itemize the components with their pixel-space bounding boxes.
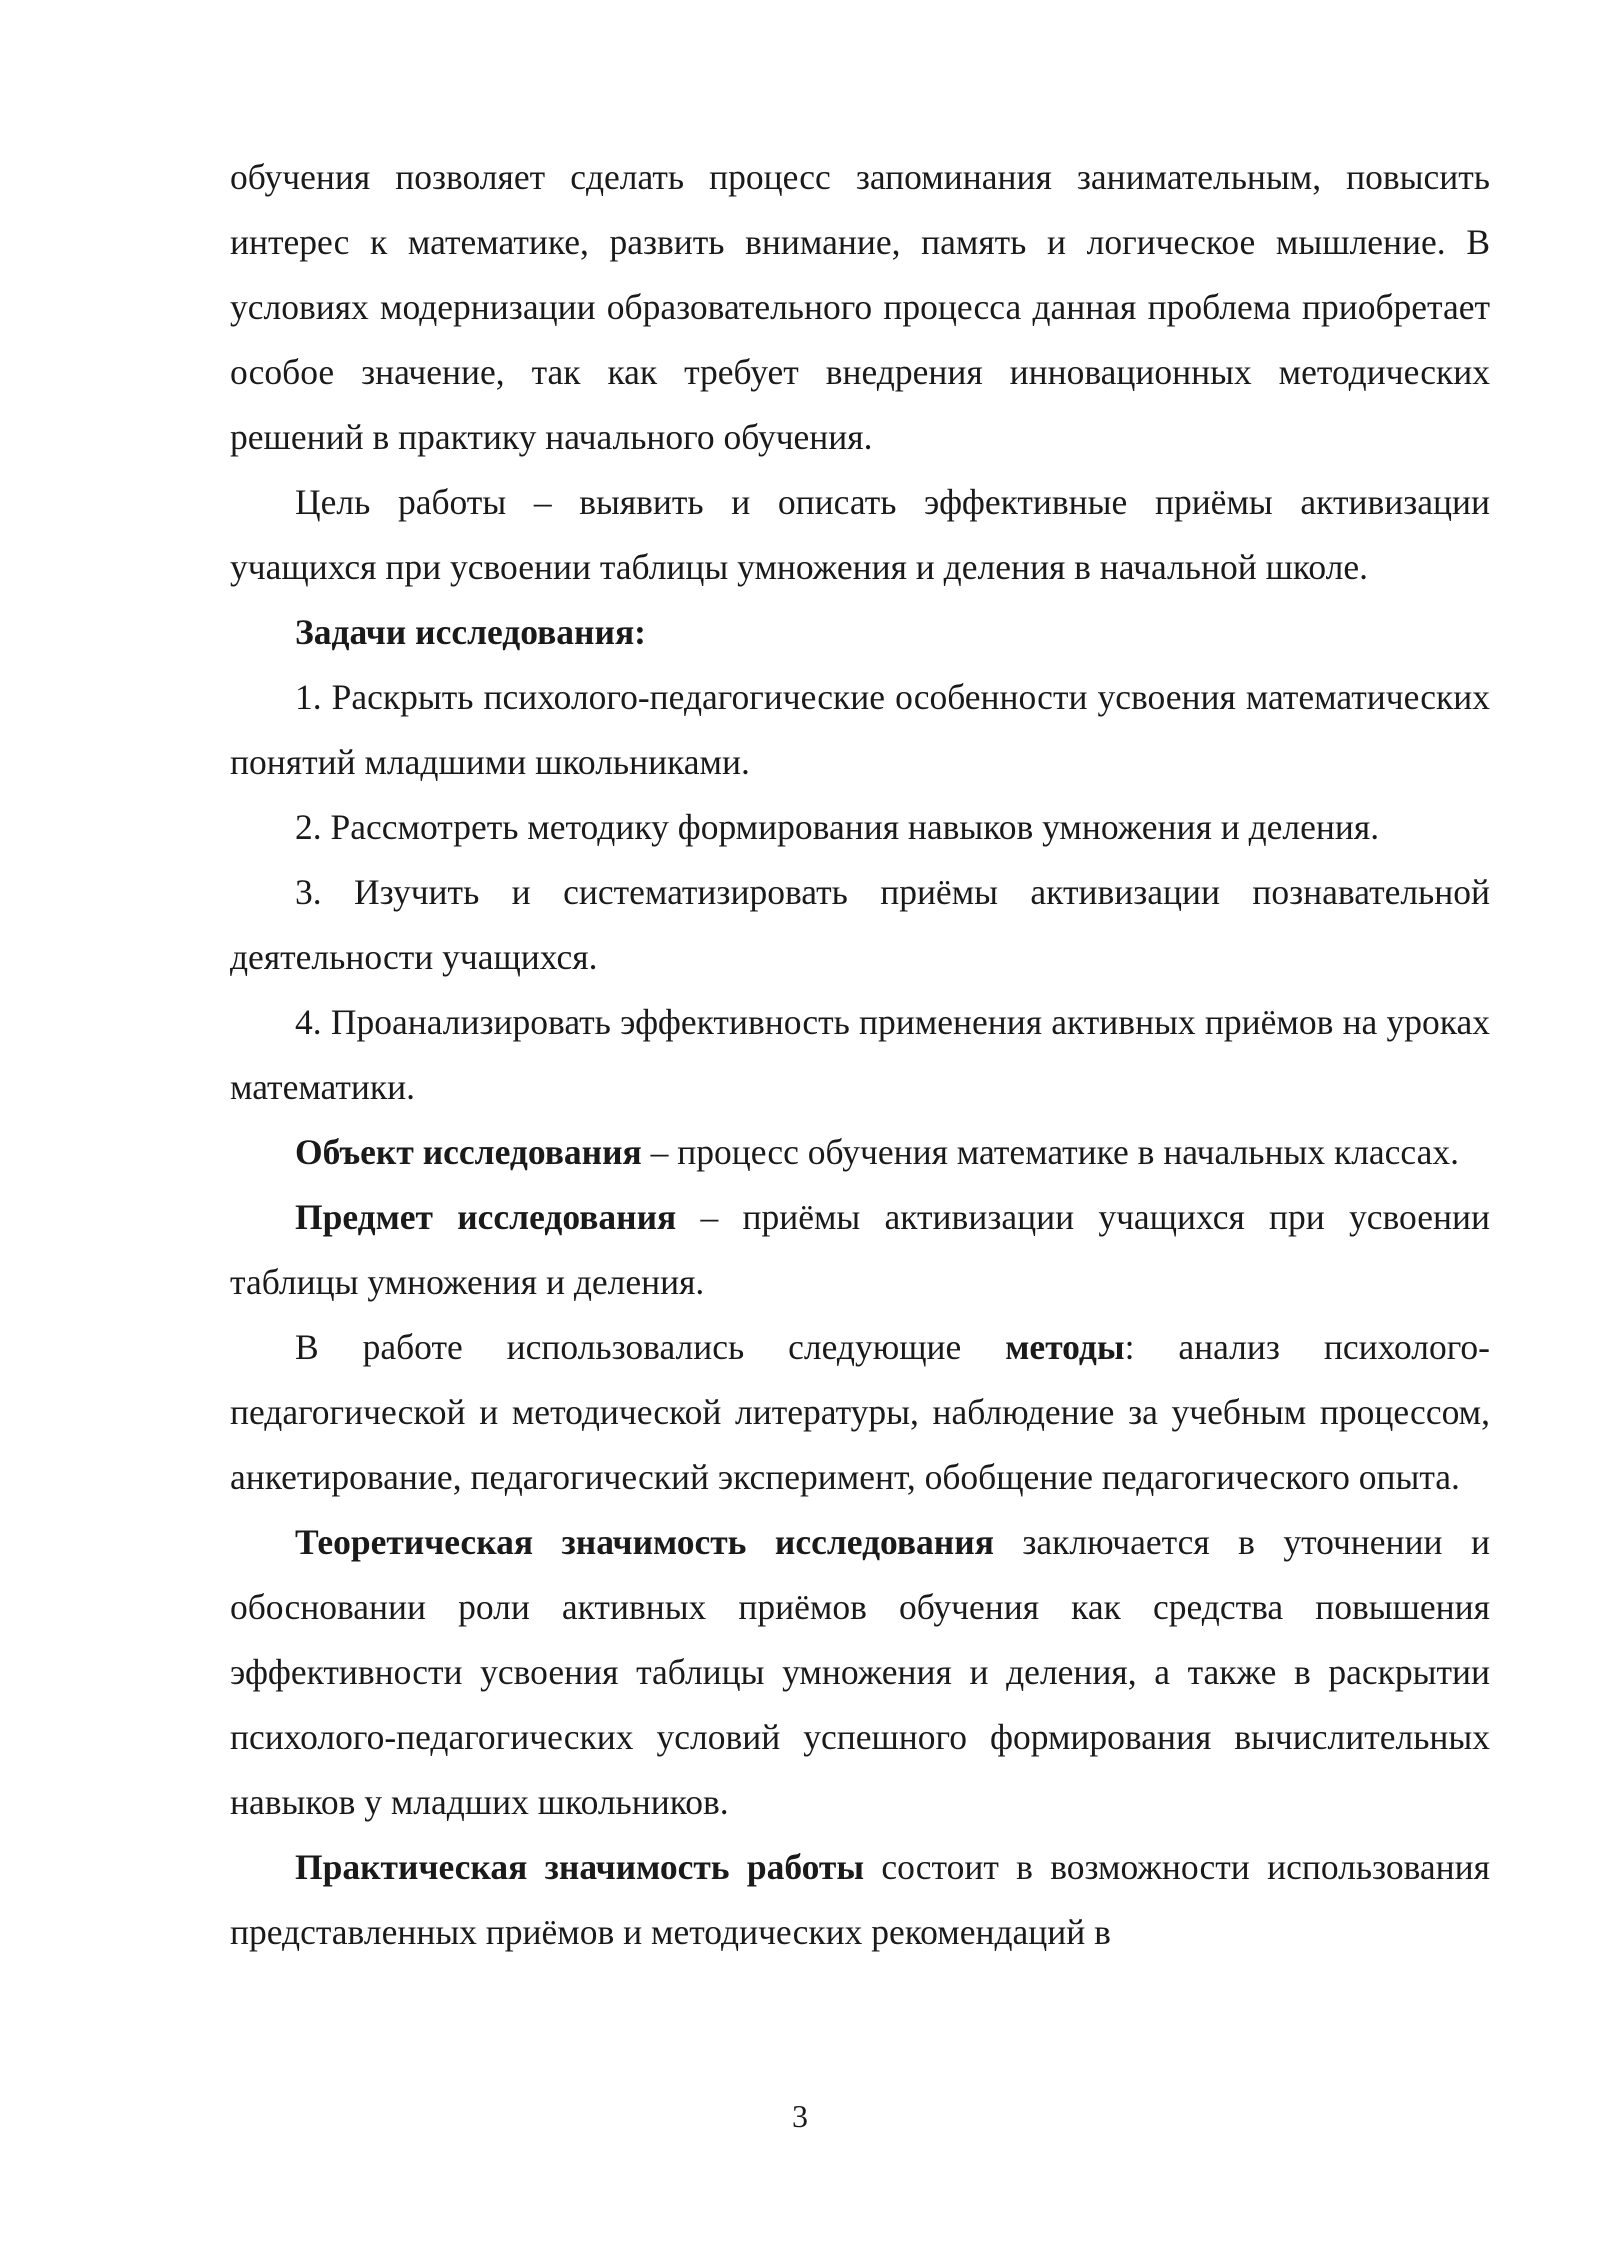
- page-number: 3: [792, 2098, 808, 2134]
- theory-label: Теоретическая значимость исследования: [295, 1522, 994, 1562]
- subject-label: Предмет исследования: [295, 1197, 677, 1237]
- paragraph-theoretical-significance: [230, 1510, 1490, 1835]
- object-label: Объект исследования: [295, 1132, 642, 1172]
- paragraph-practical-significance: [230, 1835, 1490, 1965]
- practice-text: состоит в возможности использования представленных приёмов и методических рекомендаций в: [230, 1847, 1490, 1952]
- methods-before: В работе использовались следующие: [295, 1327, 1006, 1367]
- theory-text: заключается в уточнении и обосновании роли активных приёмов обучения как средства повышения эффективности усвоения таблицы умножения и деления, а также в раскрытии психолого-педагогических условий успешного формирования вычислительных навыков у младших школьников.: [230, 1522, 1490, 1822]
- document-page: [230, 145, 1490, 1965]
- methods-after: : анализ психолого-педагогической и методической литературы, наблюдение за учебным процессом, анкетирование, педагогический эксперимент, обобщение педагогического опыта.: [230, 1327, 1490, 1497]
- task-item-4: 4. Проанализировать эффективность применения активных приёмов на уроках математики.: [230, 1002, 1490, 1107]
- object-text: – процесс обучения математике в начальных классах.: [641, 1132, 1459, 1172]
- practice-label: Практическая значимость работы: [295, 1847, 865, 1887]
- paragraph-object: [230, 1120, 1490, 1185]
- methods-label: методы: [1005, 1327, 1125, 1367]
- subject-text: – приёмы активизации учащихся при усвоении таблицы умножения и деления.: [230, 1197, 1490, 1302]
- task-item-1: 1. Раскрыть психолого-педагогические особенности усвоения математических понятий младшими школьниками.: [230, 677, 1490, 782]
- task-item-3: 3. Изучить и систематизировать приёмы активизации познавательной деятельности учащихся.: [230, 872, 1490, 977]
- tasks-heading: Задачи исследования:: [295, 612, 646, 652]
- paragraph-methods: [230, 1315, 1490, 1510]
- paragraph-goal: Цель работы – выявить и описать эффективные приёмы активизации учащихся при усвоении таблицы умножения и деления в начальной школе.: [230, 482, 1490, 587]
- task-item-2: 2. Рассмотреть методику формирования навыков умножения и деления.: [295, 807, 1380, 847]
- paragraph-subject: [230, 1185, 1490, 1315]
- paragraph-intro-continuation: обучения позволяет сделать процесс запоминания занимательным, повысить интерес к математике, развить внимание, память и логическое мышление. В условиях модернизации образовательного процесса данная проблема приобретает особое значение, так как требует внедрения инновационных методических решений в практику начального обучения.: [230, 157, 1490, 457]
